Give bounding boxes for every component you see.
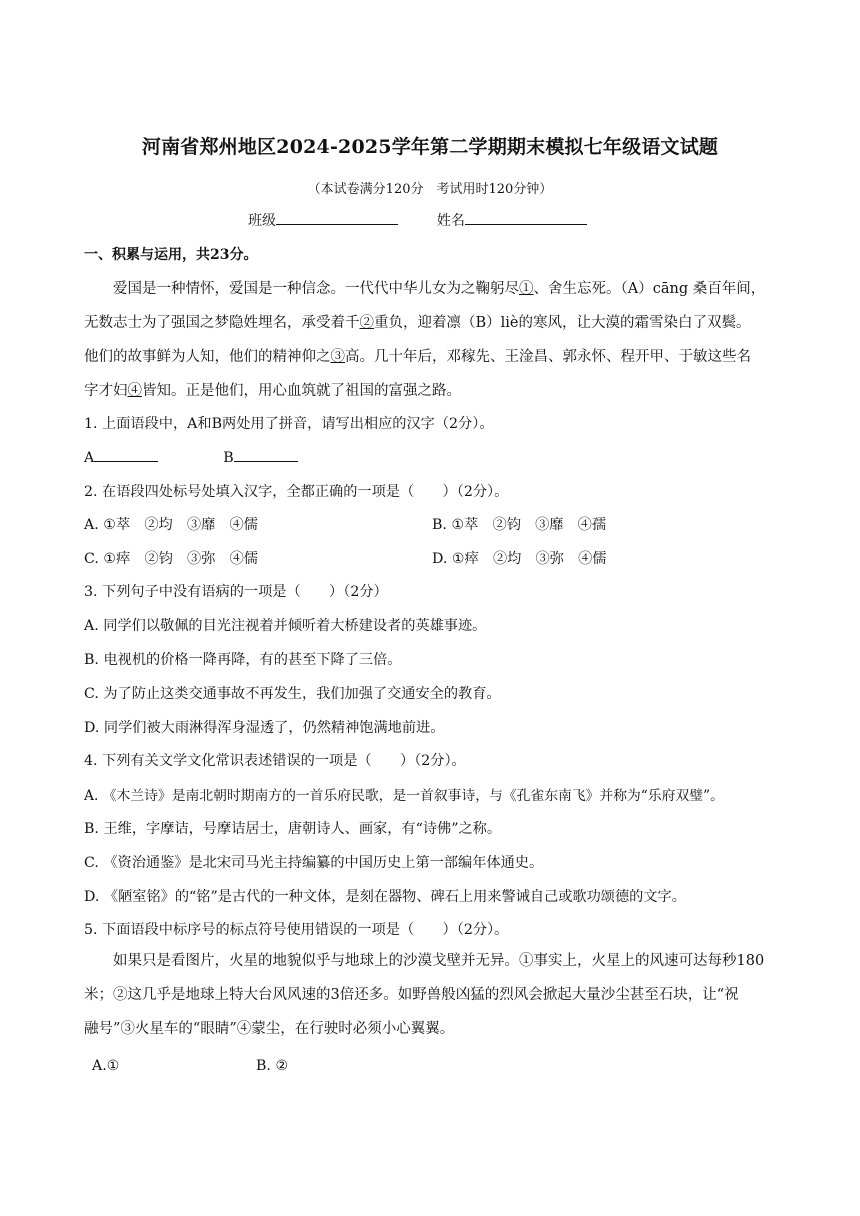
question-3: 3. 下列句子中没有语病的一项是（ ）（2分） — [84, 584, 388, 600]
answer-b-label: B — [223, 450, 234, 466]
question-4-option-c[interactable]: C. 《资治通鉴》是北宋司马光主持编纂的中国历史上第一部编年体通史。 — [84, 855, 544, 871]
question-3-option-d[interactable]: D. 同学们被大雨淋得浑身湿透了，仍然精神饱满地前进。 — [84, 720, 445, 736]
passage-line-3: 他们的故事鲜为人知，他们的精神仰之③高。几十年后，邓稼先、王淦昌、郭永怀、程开甲、于敏这些名 — [84, 349, 751, 365]
exam-title: 河南省郑州地区2024-2025学年第二学期期末模拟七年级语文试题 — [141, 136, 719, 158]
answer-a-label: A — [84, 450, 95, 466]
q5-passage-line-2: 米；②这几乎是地球上特大台风风速的3倍还多。如野兽般凶猛的烈风会掀起大量沙尘甚至石块，让“祝 — [84, 987, 739, 1003]
class-name-row — [248, 209, 587, 230]
blank-marker-4: ④ — [127, 383, 142, 399]
question-5-option-a[interactable]: A.① — [92, 1058, 120, 1074]
passage — [84, 272, 779, 408]
question-2-option-a[interactable]: A. ①萃 ②均 ③靡 ④儒 — [84, 517, 258, 533]
question-5-option-b[interactable]: B. ② — [256, 1058, 289, 1074]
blank-marker-3: ③ — [330, 349, 345, 365]
question-2-option-d[interactable]: D. ①瘁 ②均 ③弥 ④儒 — [432, 551, 607, 567]
question-2-option-b[interactable]: B. ①萃 ②钧 ③靡 ④孺 — [432, 517, 607, 533]
question-5: 5. 下面语段中标序号的标点符号使用错误的一项是（ ）（2分）。 — [84, 922, 509, 938]
question-3-option-a[interactable]: A. 同学们以敬佩的目光注视着并倾听着大桥建设者的英雄事迹。 — [84, 618, 487, 634]
exam-subtitle: （本试卷满分120分 考试用时120分钟） — [307, 182, 553, 197]
q5-passage-line-1: 如果只是看图片，火星的地貌似乎与地球上的沙漠戈壁并无异。①事实上，火星上的风速可达每秒180 — [113, 953, 765, 969]
section-heading: 一、积累与运用，共23分。 — [84, 247, 258, 263]
question-2: 2. 在语段四处标号处填入汉字，全都正确的一项是（ ）（2分）。 — [84, 484, 509, 500]
answer-a-blank[interactable] — [94, 446, 158, 462]
question-4: 4. 下列有关文学文化常识表述错误的一项是（ ）（2分）。 — [84, 753, 466, 769]
question-5-passage — [84, 944, 779, 1046]
passage-line-4: 字才妇④皆知。正是他们，用心血筑就了祖国的富强之路。 — [84, 383, 461, 399]
class-blank[interactable] — [276, 209, 398, 225]
question-3-option-c[interactable]: C. 为了防止这类交通事故不再发生，我们加强了交通安全的教育。 — [84, 686, 501, 702]
question-4-option-a[interactable]: A. 《木兰诗》是南北朝时期南方的一首乐府民歌，是一首叙事诗，与《孔雀东南飞》并称为“乐府双璧”。 — [84, 788, 724, 804]
passage-line-2: 无数志士为了强国之梦隐姓埋名，承受着千②重负，迎着凛（B）liè的寒风，让大漠的霜雪染白了双鬓。 — [84, 315, 751, 331]
blank-marker-2: ② — [359, 315, 374, 331]
question-2-option-c[interactable]: C. ①瘁 ②钧 ③弥 ④儒 — [84, 551, 258, 567]
question-1-answers — [84, 446, 298, 466]
answer-b-blank[interactable] — [234, 446, 298, 462]
passage-line-1: 爱国是一种情怀，爱国是一种信念。一代代中华儿女为之鞠躬尽①、舍生忘死。（A）cāng 桑百年间， — [113, 281, 766, 297]
question-1: 1. 上面语段中，A和B两处用了拼音，请写出相应的汉字（2分）。 — [84, 416, 494, 432]
question-3-option-b[interactable]: B. 电视机的价格一降再降，有的甚至下降了三倍。 — [84, 652, 402, 668]
class-label: 班级 — [248, 213, 276, 229]
name-blank[interactable] — [465, 209, 587, 225]
question-4-option-b[interactable]: B. 王维，字摩诘，号摩诘居士，唐朝诗人、画家，有“诗佛”之称。 — [84, 821, 502, 837]
blank-marker-1: ① — [519, 281, 534, 297]
q5-passage-line-3: 融号”③火星车的“眼睛”④蒙尘，在行驶时必须小心翼翼。 — [84, 1021, 455, 1037]
name-label: 姓名 — [436, 213, 465, 229]
question-4-option-d[interactable]: D. 《陋室铭》的“铭”是古代的一种文体，是刻在器物、碑石上用来警诫自己或歌功颂德的文字。 — [84, 889, 686, 905]
